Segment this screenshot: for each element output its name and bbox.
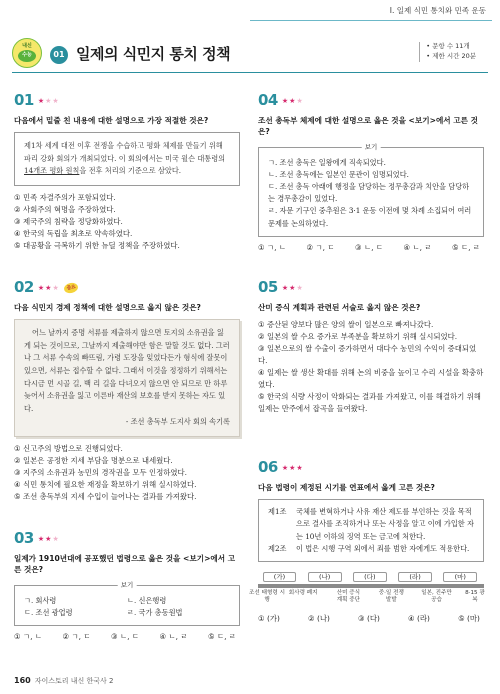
underlined-term: 14개조 평화 원칙 bbox=[24, 166, 80, 176]
option-2[interactable]: ② 일본은 공정한 지세 부담을 명분으로 내세웠다. bbox=[14, 455, 173, 465]
question-05 bbox=[258, 277, 484, 415]
question-text: 조선 총독부 체제에 대한 설명으로 옳은 것을 <보기>에서 고른 것은? bbox=[258, 115, 478, 137]
option-3[interactable]: ③ ㄴ, ㄷ bbox=[111, 632, 139, 641]
question-number bbox=[258, 90, 484, 112]
bogi-label: 보기 bbox=[118, 580, 137, 591]
timeline-event: 중·일 전쟁 발발 bbox=[378, 590, 404, 603]
question-number-text: 06 bbox=[258, 458, 278, 476]
header-rule bbox=[250, 20, 492, 21]
answer-options bbox=[258, 243, 484, 254]
question-text: 일제가 1910년대에 공포했던 법령으로 옳은 것을 <보기>에서 고른 것은? bbox=[14, 553, 236, 575]
star-empty-icon: ★ bbox=[296, 96, 304, 105]
bogi-item: ㄱ. 조선 총독은 일왕에게 직속되었다. bbox=[268, 157, 386, 167]
option-1[interactable]: ① ㄱ, ㄴ bbox=[14, 632, 42, 641]
question-number-text: 01 bbox=[14, 91, 34, 109]
option-4[interactable]: ④ 일제는 쌀 생산 확대를 위해 논의 비중을 높이고 수리 시설을 확충하였다. bbox=[258, 368, 484, 390]
timeline-event: 조선 태형령 시행 bbox=[249, 590, 286, 603]
option-1[interactable]: ① ㄱ, ㄴ bbox=[258, 242, 286, 252]
question-02 bbox=[14, 277, 240, 503]
badge-top-label: 내신 bbox=[22, 43, 32, 50]
answer-options bbox=[258, 614, 484, 625]
option-4[interactable]: ④ (라) bbox=[408, 614, 430, 624]
bogi-label: 보기 bbox=[362, 142, 381, 153]
option-3[interactable]: ③ 제국주의 침략을 정당화하였다. bbox=[14, 216, 123, 226]
law-article-key: 제1조 bbox=[268, 507, 287, 517]
option-5[interactable]: ⑤ ㄷ, ㄹ bbox=[208, 632, 236, 641]
question-count: • 문항 수 11개 bbox=[426, 42, 470, 50]
question-text: 다음 식민지 경제 정책에 대한 설명으로 옳지 않은 것은? bbox=[14, 302, 201, 312]
option-3[interactable]: ③ 일본으로의 쌀 수출이 증가하면서 대다수 농민의 수익이 증대되었다. bbox=[258, 344, 477, 366]
star-full-icon: ★★ bbox=[37, 283, 53, 292]
timeline bbox=[249, 572, 485, 610]
question-text: 다음에서 밑줄 친 내용에 대한 설명으로 가장 적절한 것은? bbox=[14, 115, 209, 125]
option-4[interactable]: ④ 한국의 독립을 최초로 약속하였다. bbox=[14, 228, 133, 238]
star-empty-icon: ★ bbox=[52, 534, 60, 543]
law-article-key: 제2조 bbox=[268, 543, 287, 553]
timeline-event: 회사령 폐지 bbox=[288, 590, 318, 597]
option-1[interactable]: ① 증산된 양보다 많은 양의 쌀이 일본으로 빠져나갔다. bbox=[258, 320, 434, 330]
page-footer bbox=[14, 675, 113, 687]
section-number: 01 bbox=[50, 46, 68, 64]
timeline-segment: (다) bbox=[353, 572, 387, 582]
law-article bbox=[268, 506, 474, 543]
option-4[interactable]: ④ 식민 통치에 필요한 재정을 확보하기 위해 실시하였다. bbox=[14, 479, 197, 489]
star-full-icon: ★★★ bbox=[281, 463, 304, 472]
question-03 bbox=[14, 528, 240, 643]
bogi-box bbox=[14, 580, 240, 626]
bogi-item: ㄹ. 국가 총동원법 bbox=[127, 607, 183, 617]
bogi-item: ㄹ. 자문 기구인 중추원은 3·1 운동 이전에 몇 차례 소집되어 여러 문제를 논의하였다. bbox=[268, 206, 472, 228]
question-01 bbox=[14, 90, 240, 252]
option-3[interactable]: ③ ㄴ, ㄷ bbox=[355, 242, 383, 252]
question-04 bbox=[258, 90, 484, 254]
option-5[interactable]: ⑤ ㄷ, ㄹ bbox=[452, 242, 480, 252]
timeline-segment: (나) bbox=[308, 572, 342, 582]
bogi-item: ㄱ. 회사령 bbox=[24, 595, 57, 605]
star-full-icon: ★★ bbox=[281, 283, 297, 292]
difficulty-stars bbox=[282, 96, 304, 106]
difficulty-stars bbox=[282, 463, 304, 473]
timeline-segment: (라) bbox=[398, 572, 432, 582]
bogi-item: ㄷ. 조선 광업령 bbox=[24, 607, 73, 617]
timeline-event: 8·15 광복 bbox=[465, 590, 485, 603]
question-number bbox=[14, 277, 240, 299]
important-sticker: 중요 bbox=[63, 282, 79, 295]
question-number bbox=[258, 277, 484, 299]
answer-options bbox=[258, 319, 484, 415]
question-number-text: 03 bbox=[14, 529, 34, 547]
bogi-item: ㄴ. 신은행령 bbox=[127, 595, 167, 605]
star-full-icon: ★★ bbox=[281, 96, 297, 105]
difficulty-stars bbox=[38, 283, 60, 293]
option-4[interactable]: ④ ㄴ, ㄹ bbox=[159, 632, 188, 641]
badge-bottom-label: 수능 bbox=[18, 50, 36, 62]
option-2[interactable]: ② ㄱ, ㄷ bbox=[306, 242, 335, 252]
section-title-bar bbox=[22, 40, 484, 70]
source-box bbox=[14, 132, 240, 186]
section-meta bbox=[419, 42, 476, 62]
option-2[interactable]: ② ㄱ, ㄷ bbox=[62, 632, 91, 641]
question-06 bbox=[249, 457, 485, 625]
star-empty-icon: ★★ bbox=[45, 96, 60, 105]
title-rule bbox=[12, 72, 488, 73]
answer-options bbox=[14, 443, 240, 503]
source-box bbox=[14, 319, 240, 437]
difficulty-stars bbox=[38, 534, 60, 544]
difficulty-stars bbox=[282, 283, 304, 293]
timeline-segment: (마) bbox=[443, 572, 477, 582]
option-5[interactable]: ⑤ 대공황을 극복하기 위한 뉴딜 정책을 주장하였다. bbox=[14, 240, 180, 250]
question-number-text: 04 bbox=[258, 91, 278, 109]
option-1[interactable]: ① (가) bbox=[258, 614, 280, 624]
option-3[interactable]: ③ (다) bbox=[358, 614, 380, 624]
question-number-text: 02 bbox=[14, 278, 34, 296]
difficulty-stars bbox=[38, 96, 60, 106]
option-1[interactable]: ① 민족 자결주의가 포함되었다. bbox=[14, 192, 116, 202]
star-full-icon: ★ bbox=[37, 96, 46, 105]
source-citation: - 조선 총독부 도지사 회의 속기록 bbox=[125, 417, 230, 427]
option-1[interactable]: ① 신고주의 방법으로 진행되었다. bbox=[14, 443, 123, 453]
option-5[interactable]: ⑤ 한국의 식량 사정이 악화되는 결과를 가져왔고, 이를 해결하기 위해 일제는 만주에서 잡곡을 들여왔다. bbox=[258, 392, 481, 414]
answer-options bbox=[14, 632, 240, 643]
question-number bbox=[258, 457, 484, 479]
bogi-item: ㄷ. 조선 총독 아래에 행정을 담당하는 정무총감과 치안을 담당하는 경무총감이 있었다. bbox=[268, 182, 470, 204]
timeline-segment: (가) bbox=[263, 572, 297, 582]
question-text: 산미 증식 계획과 관련된 서술로 옳지 않은 것은? bbox=[258, 302, 421, 312]
star-full-icon: ★★ bbox=[37, 534, 53, 543]
question-number-text: 05 bbox=[258, 278, 278, 296]
chapter-header: I. 일제 식민 통치와 민족 운동 bbox=[389, 6, 486, 15]
level-badge bbox=[12, 38, 42, 68]
source-text: 어느 날까지 증명 서류를 제출하지 않으면 토지의 소유권을 잃게 되는 것이므로, 그날까지 제출해야만 함은 말할 것도 없다. 그러나 그 서류 수속의 빠뜨림, 가령 도장을 잊었다든가 형식에 잘못이 있으면, 서류는 접수할 수 없다. 그래서 이것을 정정하기 위해서는 다시금 먼 시골 길, 백 리 길을 다녀오지 않으면 안 되므로 만 하루 늦어서 소유권을 잃고 이른바 재산의 보호를 받지 못하는 자도 있다. bbox=[24, 328, 230, 413]
section-title: 일제의 식민지 통치 정책 bbox=[76, 45, 231, 64]
book-title: 자이스토리 내신 한국사 2 bbox=[34, 677, 114, 685]
bogi-box bbox=[258, 142, 484, 237]
question-number bbox=[14, 528, 240, 550]
option-2[interactable]: ② (나) bbox=[308, 614, 330, 624]
timeline-bar bbox=[258, 584, 484, 588]
answer-options bbox=[14, 192, 240, 252]
bogi-item: ㄴ. 조선 총독에는 일본인 문관이 임명되었다. bbox=[268, 169, 409, 179]
law-article-text: 이 법은 시행 구역 외에서 죄를 범한 자에게도 적용한다. bbox=[296, 543, 470, 553]
timeline-event: 일본, 진주만 공습 bbox=[421, 590, 452, 603]
source-text-pre: 제1차 세계 대전 이후 전쟁을 수습하고 평화 체제를 만들기 위해 파리 강화 회의가 개최되었다. 이 회의에서는 미국 윌슨 대통령의 bbox=[24, 141, 226, 163]
timeline-event: 산미 증식 계획 중단 bbox=[336, 590, 361, 603]
question-number bbox=[14, 90, 240, 112]
option-4[interactable]: ④ ㄴ, ㄹ bbox=[403, 242, 432, 252]
question-text: 다음 법령이 제정된 시기를 연표에서 옳게 고른 것은? bbox=[258, 482, 435, 492]
option-5[interactable]: ⑤ 조선 총독부의 지세 수입이 늘어나는 결과를 가져왔다. bbox=[14, 491, 197, 501]
source-text-post: 을 전후 처리의 기준으로 삼았다. bbox=[79, 166, 182, 176]
law-box bbox=[258, 499, 484, 562]
star-empty-icon: ★ bbox=[296, 283, 304, 292]
option-2[interactable]: ② 일본의 쌀 수요 증가로 부족분을 확보하기 위해 실시되었다. bbox=[258, 332, 458, 342]
option-2[interactable]: ② 사회주의 혁명을 주장하였다. bbox=[14, 204, 116, 214]
option-5[interactable]: ⑤ (마) bbox=[458, 614, 480, 624]
time-limit: • 제한 시간 20분 bbox=[426, 51, 476, 60]
option-3[interactable]: ③ 지주의 소유권과 농민의 경작권을 모두 인정하였다. bbox=[14, 467, 187, 477]
page-number: 160 bbox=[14, 676, 31, 685]
law-article bbox=[268, 543, 474, 555]
law-article-text: 국체를 변혁하거나 사유 재산 제도를 부인하는 것을 목적으로 결사를 조직하거나 또는 사정을 알고 이에 가입한 자는 10년 이하의 징역 또는 금고에 처한다. bbox=[296, 507, 474, 541]
star-empty-icon: ★ bbox=[52, 283, 60, 292]
